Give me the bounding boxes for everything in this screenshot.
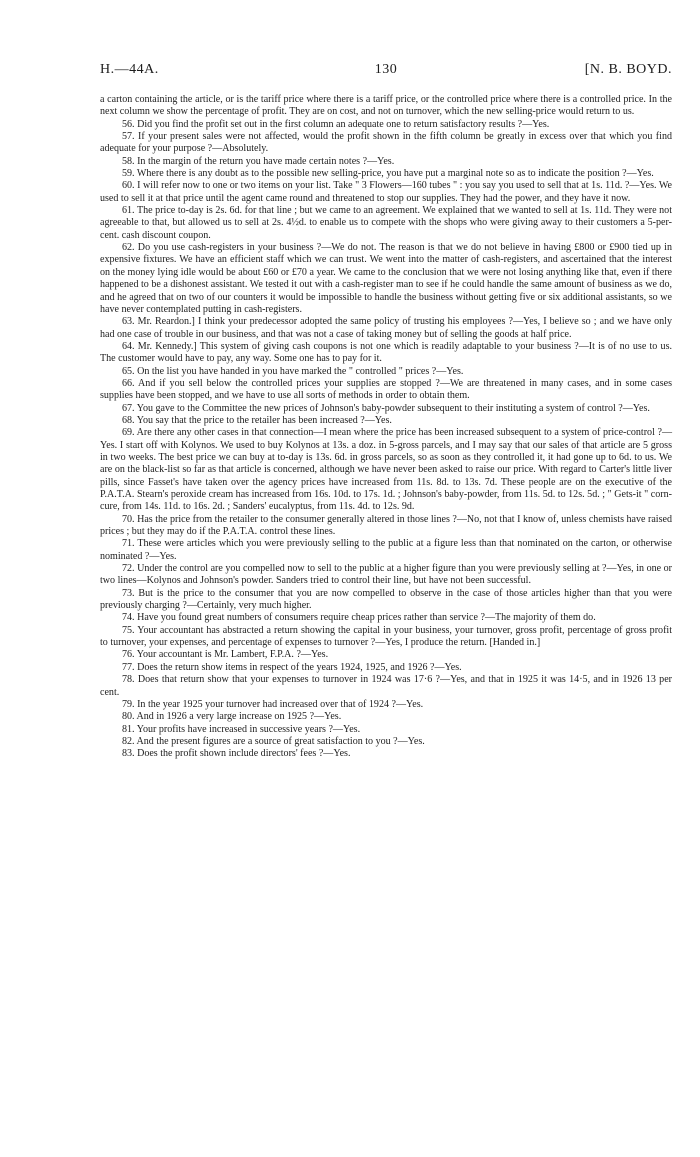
witness-name: [N. B. BOYD.	[584, 62, 672, 77]
paragraph: 64. Mr. Kennedy.] This system of giving cash coupons is not one which is readily adaptable to your business ?—It is of no use to us. The customer would have to pay, any way. Some one has to pay for it.	[100, 340, 672, 365]
page-header	[100, 62, 672, 82]
paragraph: 57. If your present sales were not affected, would the profit shown in the fifth column be greatly in excess over that which you find adequate for your purpose ?—Absolutely.	[100, 131, 672, 155]
paragraph: 82. And the present figures are a source of great satisfaction to you ?—Yes.	[122, 735, 425, 747]
paragraph: 59. Where there is any doubt as to the possible new selling-price, you have put a marginal note so as to indicate the position ?—Yes.	[122, 168, 654, 180]
paragraph: 58. In the margin of the return you have made certain notes ?—Yes.	[122, 155, 395, 167]
paragraph: 80. And in 1926 a very large increase on 1925 ?—Yes.	[122, 711, 342, 723]
paragraph: 61. The price to-day is 2s. 6d. for that line ; but we came to an agreement. We explained that we wanted to sell at 1s. 11d. They were not agreeable to that, but allowed us to sell at 2s. 4½d. to enable us to compete with the shops who were giving away to their customers a 5-per-cent. cash discount coupon.	[100, 205, 672, 241]
paragraph: 60. I will refer now to one or two items on your list. Take " 3 Flowers—160 tubes " : you say you used to sell that at 1s. 11d. ?—Yes. We used to sell it at that price until the agent came round and threatened to stop our supplies. They had the power, and they have it now.	[100, 180, 672, 204]
paragraph: 78. Does that return show that your expenses to turnover in 1924 was 17·6 ?—Yes, and that in 1925 it was 14·5, and in 1926 13 per cent.	[100, 674, 672, 698]
paragraph: 73. But is the price to the consumer that you are now compelled to observe in the case of those articles higher than that you were previously charging ?—Certainly, very much higher.	[100, 587, 672, 612]
paragraph: 56. Did you find the profit set out in the first column an adequate one to return satisfactory results ?—Yes.	[122, 118, 550, 130]
paragraph: 74. Have you found great numbers of consumers require cheap prices rather than service ?—The majority of them do.	[122, 612, 596, 624]
paragraph: 72. Under the control are you compelled now to sell to the public at a higher figure than you were previously selling at ?—Yes, in one or two lines—Kolynos and Johnson's powder. Sanders tried to control their line, but have not been successful.	[100, 563, 672, 587]
paragraph: 66. And if you sell below the controlled prices your supplies are stopped ?—We are threatened in many cases, and in some cases supplies have been stopped, and we have to use all sorts of methods in order to obtain them.	[100, 377, 672, 402]
paragraph: 65. On the list you have handed in you have marked the " controlled " prices ?—Yes.	[122, 365, 464, 377]
paragraph: 81. Your profits have increased in successive years ?—Yes.	[122, 723, 361, 735]
paragraph: 67. You gave to the Committee the new prices of Johnson's baby-powder subsequent to their instituting a system of control ?—Yes.	[122, 402, 650, 414]
body-text	[100, 94, 672, 761]
paragraph: 68. You say that the price to the retailer has been increased ?—Yes.	[122, 414, 392, 426]
paragraph: 71. These were articles which you were previously selling to the public at a figure less than that nominated on the carton, or otherwise nominated ?—Yes.	[100, 538, 672, 562]
paragraph: 77. Does the return show items in respect of the years 1924, 1925, and 1926 ?—Yes.	[122, 661, 462, 673]
paragraph: 70. Has the price from the retailer to the consumer generally altered in those lines ?—No, not that I know of, unless chemists have raised prices ; but they may do if the P.A.T.A. control these lines.	[100, 513, 672, 538]
paragraph: 79. In the year 1925 your turnover had increased over that of 1924 ?—Yes.	[122, 698, 424, 710]
paragraph: 62. Do you use cash-registers in your business ?—We do not. The reason is that we do not believe in having £800 or £900 tied up in expensive fixtures. We have an efficient staff which we can trust. We went into the matter of cash-registers, and ascertained that the interest on the money lying idle would be about £60 or £70 a year. We came to the conclusion that we were not losing anything like that, even if there happened to be a dishonest assistant. We tested it out with a cash-register man to see if he could handle the same amount of business as we do, and he agreed that on two of our counters it would be impossible to handle the business without getting five or six additional assistants, so we have never contemplated putting in cash-registers.	[100, 242, 672, 315]
paragraph: 83. Does the profit shown include directors' fees ?—Yes.	[122, 748, 351, 760]
paragraph: 69. Are there any other cases in that connection—I mean where the price has been increased subsequent to a system of price-control ?—Yes. I start off with Kolynos. We used to buy Kolynos at 13s. a doz. in 5-gross parcels, and I may say that our sales of that article are 5 gross in two weeks. The best price we can buy at to-day is 13s. 6d. in gross parcels, so as soon as they controlled it, it had gone up to 6d. to us. We are on the black-list so far as that article is concerned, although we have never been asked to raise our price. With regard to Carter's little liver pills, since Fasset's have taken over the agency prices have increased from 11s. 8d. to 13s. 7d. These people are on the executive of the P.A.T.A. Stearn's peroxide cream has increased from 16s. 10d. to 17s. 1d. ; Johnson's baby-powder, from 11s. 5d. to 12s. 5d. ; " Gets-it " corn-cure, from 14s. 11d. to 16s. 2d. ; Sanders' eucalyptus, from 11s. 4d. to 12s. 9d.	[100, 427, 672, 513]
document-reference: H.—44A.	[100, 62, 159, 77]
paragraph: 63. Mr. Reardon.] I think your predecessor adopted the same policy of trusting his employees ?—Yes, I believe so ; and we have only had one case of trouble in our business, and that was not a case of taking money but of selling the goods at half price.	[100, 316, 672, 340]
paragraph: 76. Your accountant is Mr. Lambert, F.P.A. ?—Yes.	[122, 649, 329, 661]
paragraph: 75. Your accountant has abstracted a return showing the capital in your business, your turnover, gross profit, percentage of gross profit to turnover, your expenses, and percentage of expenses to turnover ?—Yes, I produce the return. [Handed in.]	[100, 624, 672, 649]
page-number: 130	[374, 62, 398, 77]
paragraph: a carton containing the article, or is the tariff price where there is a tariff price, or the controlled price where there is a controlled price. In the next column we show the percentage of profit. They are on cost, and not on turnover, which the new selling-price would return to us.	[100, 94, 672, 118]
